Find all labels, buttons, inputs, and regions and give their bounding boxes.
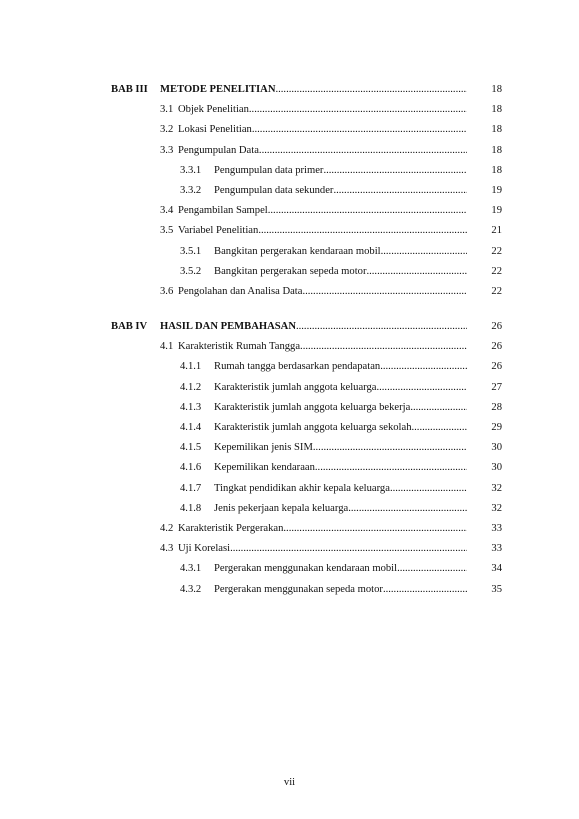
section-number: 3.3 [160,144,174,156]
entry [160,120,467,140]
page-number: 18 [491,164,502,176]
section-number: 4.1.6 [180,462,202,474]
entry [160,100,467,120]
toc-section-row[interactable] [0,337,579,357]
section-number: 3.3.2 [180,184,202,196]
section-number: 4.1 [160,341,174,353]
toc-chapter-row[interactable] [0,80,579,100]
section-number: 3.5.1 [180,245,202,257]
section-number: 4.1.3 [180,401,202,413]
toc-chapter-row[interactable] [0,317,579,337]
page-number: 19 [491,205,502,217]
section-number: 4.1.4 [180,422,202,433]
entry [180,438,467,458]
toc-section-row[interactable] [0,539,579,559]
section-number: 4.1.5 [180,442,202,454]
dot-leader [230,539,467,559]
entry [180,357,467,377]
section-title: Karakteristik Rumah Tangga [178,341,301,353]
page-number: 22 [491,265,502,277]
chapter-entry [160,80,467,100]
entry [180,499,467,519]
dot-leader [315,458,467,478]
section-number: 4.1.7 [180,482,202,494]
toc-subsection-row[interactable] [0,181,579,201]
section-number: 4.3.2 [180,583,202,595]
chapter-title: METODE PENELITIAN [160,84,276,95]
page-number: 30 [491,442,502,454]
entry [160,539,467,559]
dot-leader [275,80,467,100]
section-number: 3.1 [160,104,174,116]
entry [180,580,467,600]
entry [160,221,467,241]
entry [180,378,467,398]
chapter-number: BAB IV [111,321,148,333]
section-title: Rumah tangga berdasarkan pendapatan [214,361,381,373]
section-title: Pengolahan dan Analisa Data [178,285,303,297]
toc-section-row[interactable] [0,201,579,221]
section-title: Karakteristik jumlah anggota keluarga [214,381,377,393]
entry [160,282,467,302]
section-title: Pengumpulan Data [178,144,259,156]
section-number: 4.1.1 [180,361,202,373]
toc-subsection-row[interactable] [0,357,579,377]
section-title: Kepemilikan kendaraan [214,462,315,474]
toc-subsection-row[interactable] [0,378,579,398]
entry [180,262,467,282]
page-number: 18 [491,104,502,116]
dot-leader [252,120,467,140]
section-number: 4.2 [160,522,174,534]
section-number: 3.6 [160,285,174,297]
page-number: 26 [491,321,502,333]
section-title: Pergerakan menggunakan kendaraan mobil [214,563,398,575]
section-number: 3.5 [160,225,174,237]
entry [160,337,467,357]
section-title: Tingkat pendidikan akhir kepala keluarga [214,482,390,494]
section-title: Karakteristik jumlah anggota keluarga sekolah [214,422,412,433]
page-number: 33 [491,522,502,534]
dot-leader [296,317,467,337]
dot-leader [333,181,467,201]
section-title: Variabel Penelitian [178,225,259,237]
page-number: 26 [491,361,502,373]
dot-leader [410,398,467,418]
dot-leader [412,418,468,438]
section-title: Lokasi Penelitian [178,124,252,136]
section-number: 4.3.1 [180,563,202,575]
toc-section-row[interactable] [0,282,579,302]
section-title: Pengumpulan data primer [214,164,324,176]
page-number: 34 [491,563,502,575]
dot-leader [397,559,467,579]
page-number: 18 [491,84,502,95]
section-title: Kepemilikan jenis SIM [214,442,313,454]
toc-subsection-row[interactable] [0,479,579,499]
entry [180,458,467,478]
section-title: Karakteristik Pergerakan [178,522,284,534]
page-number: 26 [491,341,502,353]
dot-leader [380,357,467,377]
section-title: Bangkitan pergerakan sepeda motor [214,265,367,277]
page-number: 22 [491,285,502,297]
toc-subsection-row[interactable] [0,580,579,600]
page-number: 21 [491,225,502,237]
section-number: 3.3.1 [180,164,202,176]
dot-leader [376,378,467,398]
chapter-spacer [0,302,579,317]
dot-leader [323,161,467,181]
dot-leader [348,499,467,519]
toc-subsection-row[interactable] [0,242,579,262]
toc-subsection-row[interactable] [0,262,579,282]
entry [160,201,467,221]
page-number: 32 [491,482,502,494]
toc-subsection-row[interactable] [0,398,579,418]
toc-section-row[interactable] [0,100,579,120]
entry [180,181,467,201]
page-number-footer: vii [283,777,296,788]
dot-leader [366,262,467,282]
section-title: Objek Penelitian [178,104,249,116]
section-title: Jenis pekerjaan kepala keluarga [214,502,349,514]
dot-leader [383,580,467,600]
section-title: Uji Korelasi [178,543,231,555]
dot-leader [300,337,467,357]
entry [180,479,467,499]
dot-leader [268,201,467,221]
entry [160,519,467,539]
chapter-entry [160,317,467,337]
page-number: 29 [491,422,502,433]
toc-subsection-row[interactable] [0,458,579,478]
section-number: 4.3 [160,543,174,555]
toc-section-row[interactable] [0,221,579,241]
dot-leader [249,100,467,120]
entry [180,418,467,438]
page-number: 27 [491,381,502,393]
chapter-title: HASIL DAN PEMBAHASAN [160,321,296,333]
dot-leader [259,141,467,161]
section-title: Pergerakan menggunakan sepeda motor [214,583,383,595]
toc-section-row[interactable] [0,120,579,140]
toc-subsection-row[interactable] [0,438,579,458]
toc-section-row[interactable] [0,519,579,539]
section-number: 3.2 [160,124,174,136]
page-number: 22 [491,245,502,257]
toc-section-row[interactable] [0,141,579,161]
toc-subsection-row[interactable] [0,161,579,181]
section-number: 4.1.2 [180,381,202,393]
toc-subsection-row[interactable] [0,418,579,438]
entry [180,398,467,418]
entry [160,141,467,161]
page-number: 35 [491,583,502,595]
dot-leader [390,479,467,499]
page-number: 33 [491,543,502,555]
section-number: 3.4 [160,205,174,217]
dot-leader [283,519,467,539]
page-number: 19 [491,184,502,196]
section-title: Pengumpulan data sekunder [214,184,334,196]
page-number: 18 [491,144,502,156]
dot-leader [381,242,467,262]
section-number: 3.5.2 [180,265,202,277]
toc-subsection-row[interactable] [0,559,579,579]
entry [180,161,467,181]
section-title: Bangkitan pergerakan kendaraan mobil [214,245,381,257]
section-title: Karakteristik jumlah anggota keluarga bekerja [214,401,411,413]
page-number: 30 [491,462,502,474]
page-number: 18 [491,124,502,136]
chapter-number: BAB III [111,84,148,95]
page-number: 28 [491,401,502,413]
dot-leader [313,438,467,458]
toc-subsection-row[interactable] [0,499,579,519]
section-number: 4.1.8 [180,502,202,514]
entry [180,559,467,579]
dot-leader [258,221,467,241]
section-title: Pengambilan Sampel [178,205,268,217]
dot-leader [302,282,467,302]
table-of-contents [0,80,579,600]
page-number: 32 [491,502,502,514]
entry [180,242,467,262]
